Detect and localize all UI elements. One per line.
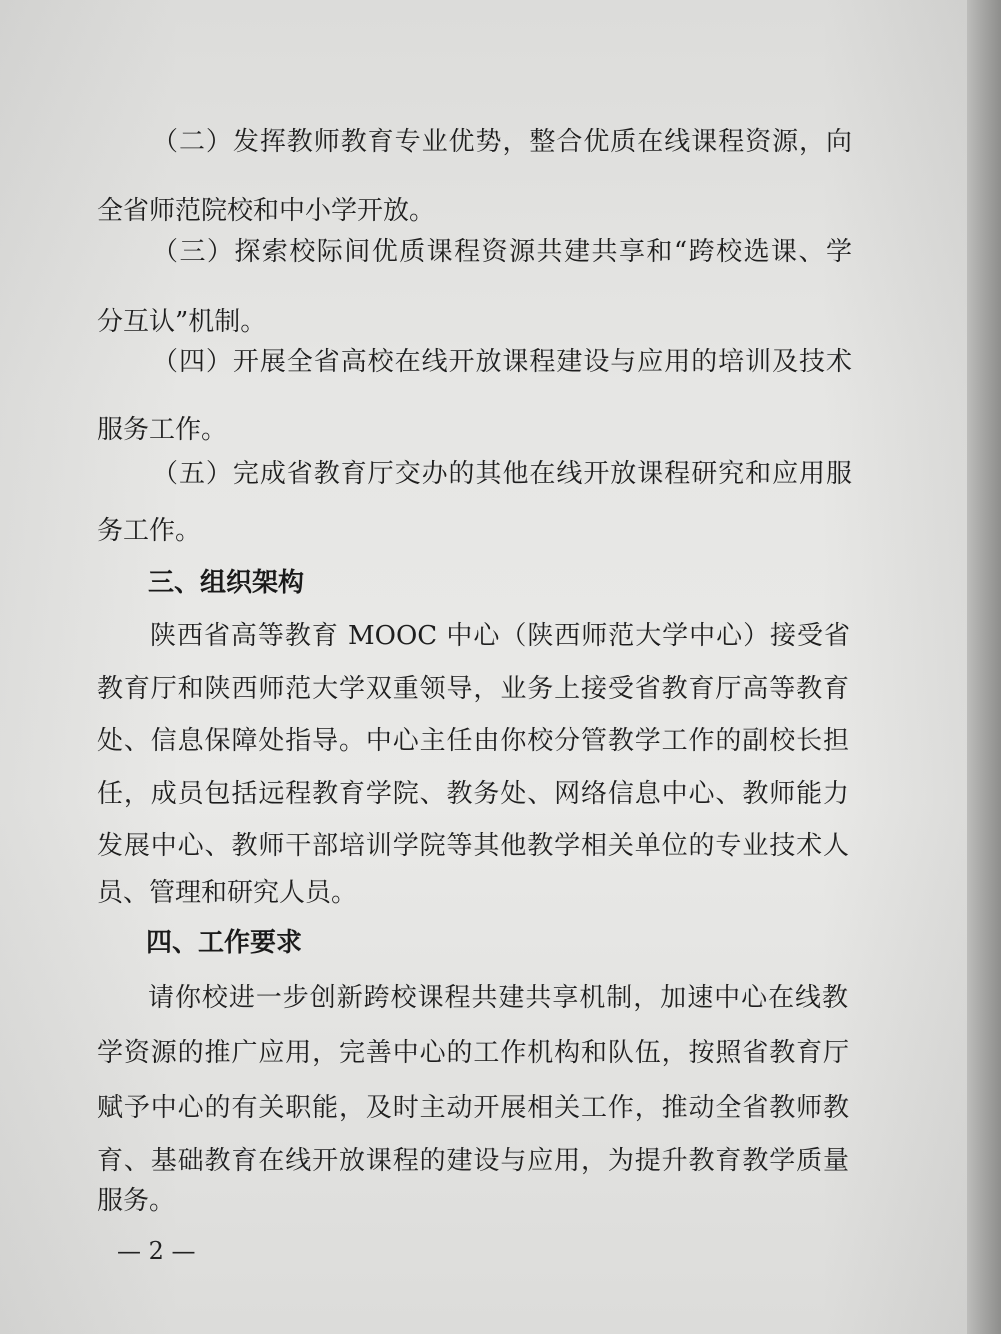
text-line: 任，成员包括远程教育学院、教务处、网络信息中心、教师能力 xyxy=(97,779,849,809)
section-heading: 四、工作要求 xyxy=(146,928,303,958)
text-line: 请你校进一步创新跨校课程共建共享机制，加速中心在线教 xyxy=(148,983,848,1013)
text-line: 处、信息保障处指导。中心主任由你校分管教学工作的副校长担 xyxy=(97,726,849,756)
text-line: 全省师范院校和中小学开放。 xyxy=(97,196,436,226)
page-shadow-edge xyxy=(967,0,1001,1334)
text-line: 赋予中心的有关职能，及时主动开展相关工作，推动全省教师教 xyxy=(97,1093,849,1123)
text-line: 学资源的推广应用，完善中心的工作机构和队伍，按照省教育厅 xyxy=(97,1038,849,1068)
text-line: 陕西省高等教育 MOOC 中心（陕西师范大学中心）接受省 xyxy=(150,621,850,651)
text-line: 服务工作。 xyxy=(97,415,228,445)
page-number: — 2 — xyxy=(117,1237,196,1265)
text-line: 务工作。 xyxy=(97,516,202,546)
text-line: （二）发挥教师教育专业优势，整合优质在线课程资源，向 xyxy=(152,127,852,157)
text-line: 育、基础教育在线开放课程的建设与应用，为提升教育教学质量 xyxy=(97,1146,849,1176)
text-line: （五）完成省教育厅交办的其他在线开放课程研究和应用服 xyxy=(152,459,852,489)
text-line: （三）探索校际间优质课程资源共建共享和“跨校选课、学 xyxy=(152,237,852,267)
text-line: 分互认”机制。 xyxy=(97,307,267,337)
text-line: 服务。 xyxy=(97,1186,176,1216)
text-line: 教育厅和陕西师范大学双重领导，业务上接受省教育厅高等教育 xyxy=(97,674,849,704)
text-line: （四）开展全省高校在线开放课程建设与应用的培训及技术 xyxy=(152,347,852,377)
text-line: 员、管理和研究人员。 xyxy=(97,878,358,908)
section-heading: 三、组织架构 xyxy=(148,568,305,598)
text-line: 发展中心、教师干部培训学院等其他教学相关单位的专业技术人 xyxy=(97,831,849,861)
